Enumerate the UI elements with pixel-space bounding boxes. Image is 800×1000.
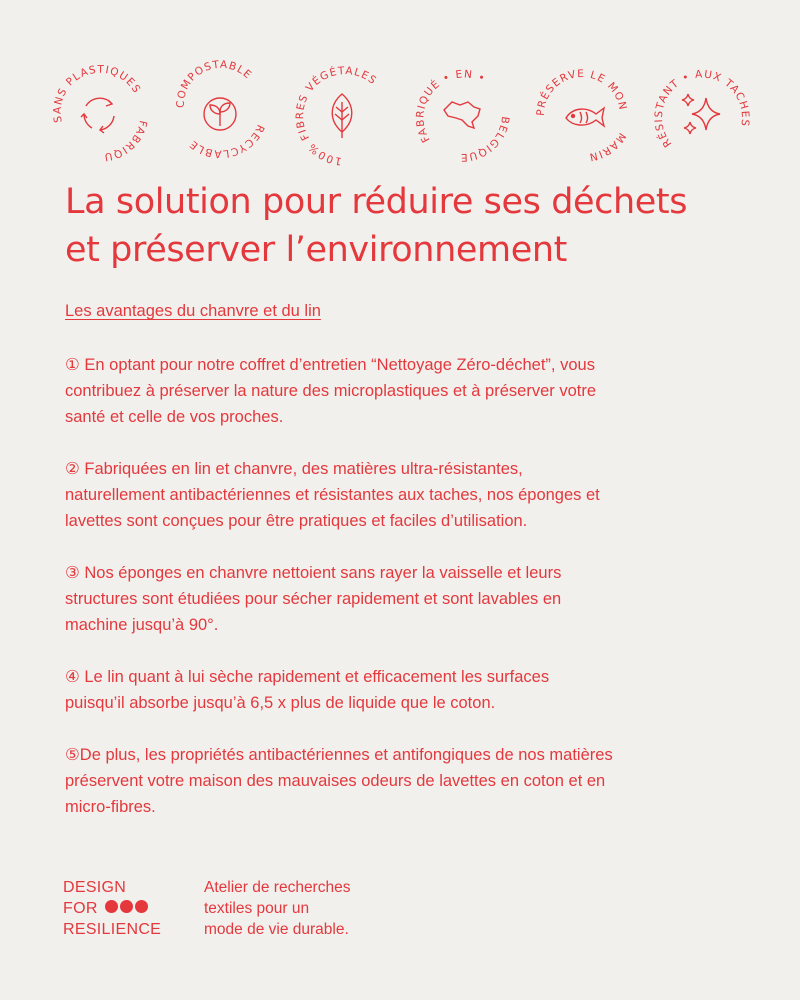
section-subtitle: Les avantages du chanvre et du lin (65, 302, 321, 320)
paragraph-3 (65, 560, 765, 638)
badge-text-bottom: BELGIQUE • (406, 53, 512, 164)
badge-monde-marin (525, 53, 634, 166)
paragraph-line: lavettes sont conçues pour être pratiques et faciles d’utilisation. (65, 512, 528, 530)
paragraph-5 (65, 742, 765, 820)
tagline-line: textiles pour un (204, 900, 310, 917)
badge-text-bottom: MARIN (587, 130, 628, 164)
badge-sans-plastiques (44, 53, 152, 166)
leaf-icon (332, 94, 352, 138)
belgium-map-icon (444, 102, 480, 128)
title-line: La solution pour réduire ses déchets (65, 182, 688, 222)
paragraph-line: préservent votre maison des mauvaises odeurs de lavettes en coton et en (65, 772, 606, 790)
logo-line: RESILIENCE (63, 921, 162, 939)
page-title (65, 178, 755, 274)
paragraph-2 (65, 456, 765, 534)
fish-icon (566, 108, 604, 126)
badge-text-top: COMPOSTABLE (174, 58, 255, 109)
badge-text-top: PRÉSERVE LE MONDE (525, 53, 629, 117)
logo-line: DESIGN (63, 879, 127, 896)
badge-fibres-vegetales (290, 62, 394, 166)
badge-text-top: RÉSISTANT • AUX TACHES (652, 68, 752, 150)
paragraph-line: ② Fabriquées en lin et chanvre, des matières ultra-résistantes, (65, 460, 523, 478)
paragraph-line: naturellement antibactériennes et résistantes aux taches, nos éponges et (65, 486, 600, 504)
badge-compostable (168, 58, 272, 166)
logo-line-with-dots (63, 898, 161, 919)
title-line: et préserver l’environnement (65, 230, 567, 270)
tagline-line: Atelier de recherches (204, 879, 351, 896)
badge-text-top: 100% FIBRES VÉGÉTALES (294, 64, 380, 168)
recycle-arrows-icon (81, 98, 114, 133)
logo-line: FOR (63, 900, 98, 917)
paragraph-line: machine jusqu’à 90°. (65, 616, 219, 634)
paragraph-1 (65, 352, 765, 430)
paragraph-line: ③ Nos éponges en chanvre nettoient sans rayer la vaisselle et leurs (65, 564, 562, 582)
sparkle-icon (682, 94, 720, 134)
paragraph-4 (65, 664, 765, 716)
paragraph-line: structures sont étudiées pour sécher rapidement et sont lavables en (65, 590, 562, 608)
sprout-icon (204, 98, 236, 130)
paragraph-line: puisqu’il absorbe jusqu’à 6,5 x plus de liquide que le coton. (65, 694, 496, 712)
badge-text-top: FABRIQUÉ • EN • (414, 68, 488, 145)
paragraph-line: ① En optant pour notre coffret d’entretien “Nettoyage Zéro-déchet”, vous (65, 356, 595, 374)
paragraph-line: micro-fibres. (65, 798, 156, 816)
paragraph-line: contribuez à préserver la nature des microplastiques et à préserver votre (65, 382, 597, 400)
three-dots-icon (105, 898, 150, 919)
brand-tagline (204, 877, 350, 940)
badge-text-top: SANS PLASTIQUES (51, 63, 143, 124)
paragraph-line: ④ Le lin quant à lui sèche rapidement et efficacement les surfaces (65, 668, 550, 686)
paragraph-line: santé et celle de vos proches. (65, 408, 284, 426)
paragraph-line: ⑤De plus, les propriétés antibactériennes et antifongiques de nos matières (65, 746, 613, 764)
brand-logo (63, 877, 161, 940)
badge-row (0, 53, 800, 172)
badge-text-bottom: RECYCLABLE (187, 122, 267, 160)
badge-text-bottom: FABRIQUÉ (44, 53, 149, 164)
badge-resistant-taches (650, 62, 754, 166)
tagline-line: mode de vie durable. (204, 921, 349, 938)
badge-fabrique-belgique (406, 53, 514, 166)
